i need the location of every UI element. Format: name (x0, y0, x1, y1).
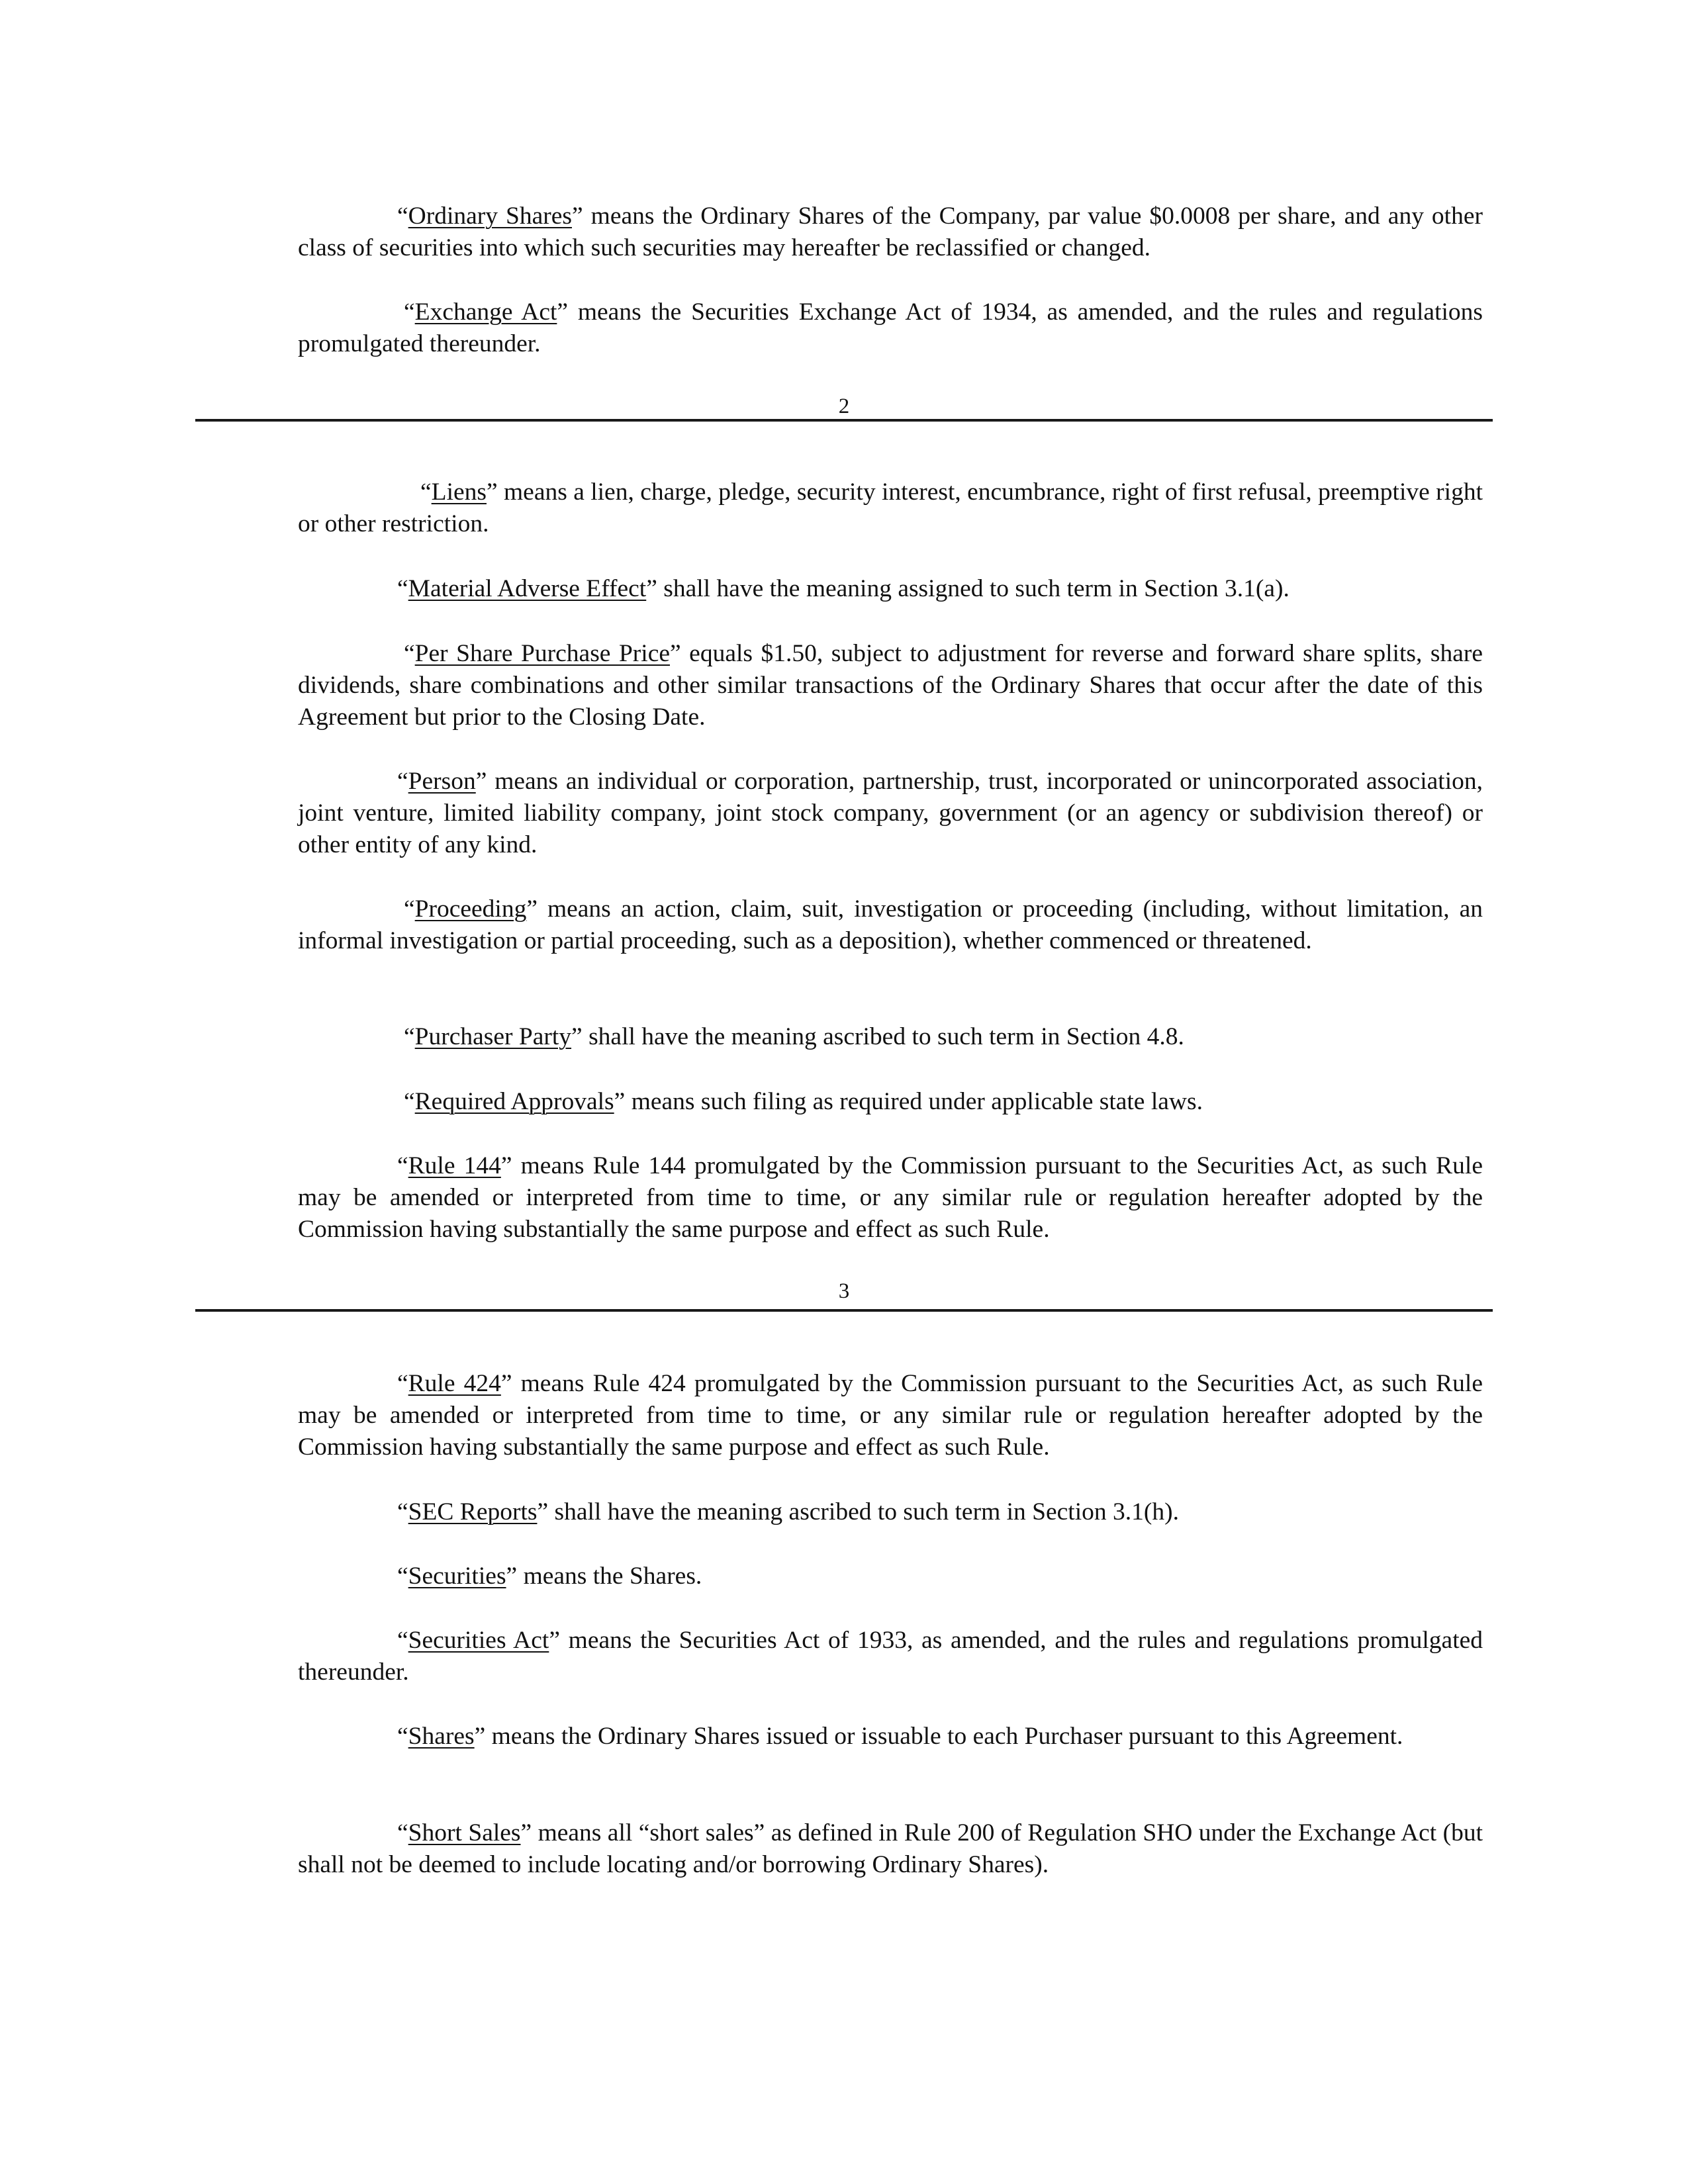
definition-text: means the Ordinary Shares issued or issuable to each Purchaser pursuant to this Agreement. (485, 1723, 1403, 1750)
open-quote: “ (420, 478, 432, 506)
open-quote: “ (404, 1088, 415, 1115)
open-quote: “ (397, 1498, 408, 1525)
open-quote: “ (404, 640, 415, 667)
definition-liens (298, 477, 1483, 540)
definition-securities-act (298, 1625, 1483, 1688)
close-quote: ” (474, 1723, 486, 1750)
defined-term: Securities Act (408, 1627, 549, 1654)
page-number: 2 (838, 394, 850, 418)
definition-sec-reports (298, 1496, 1483, 1528)
definition-text: shall have the meaning assigned to such term in Section 3.1(a). (657, 575, 1289, 602)
defined-term: Rule 424 (408, 1370, 501, 1397)
definition-short-sales (298, 1817, 1483, 1881)
close-quote: ” (520, 1819, 532, 1846)
page-divider (195, 419, 1493, 422)
close-quote: ” (475, 768, 487, 795)
defined-term: Exchange Act (414, 298, 557, 326)
defined-term: Purchaser Party (414, 1023, 572, 1050)
defined-term: Securities (408, 1563, 506, 1590)
definition-person (298, 766, 1483, 861)
definition-securities (298, 1561, 1483, 1592)
defined-term: Short Sales (408, 1819, 521, 1846)
defined-term: Proceeding (414, 895, 527, 923)
definition-text: means Rule 144 promulgated by the Commission pursuant to the Securities Act, as such Rule may be amended or interpreted from time to time, or any similar rule or regulation hereafter adopted by the Commission having substantially the same purpose and effect as such Rule. (298, 1152, 1483, 1243)
close-quote: ” (549, 1627, 560, 1654)
defined-term: Ordinary Shares (408, 203, 572, 230)
open-quote: “ (404, 1023, 415, 1050)
definition-purchaser-party (298, 1021, 1483, 1053)
open-quote: “ (397, 1723, 408, 1750)
definition-text: means the Securities Exchange Act of 1934, as amended, and the rules and regulations promulgated thereunder. (298, 298, 1483, 357)
definition-text: shall have the meaning ascribed to such term in Section 3.1(h). (548, 1498, 1179, 1525)
definition-rule-144 (298, 1150, 1483, 1246)
close-quote: ” (537, 1498, 549, 1525)
open-quote: “ (404, 298, 415, 326)
open-quote: “ (397, 1627, 408, 1654)
close-quote: ” (646, 575, 657, 602)
definition-text: means an individual or corporation, partnership, trust, incorporated or unincorporated association, joint venture, limited liability company, joint stock company, government (or an agency or subdivision thereof) or other entity of any kind. (298, 768, 1483, 858)
definition-proceeding (298, 893, 1483, 957)
open-quote: “ (397, 203, 408, 230)
definition-shares (298, 1721, 1483, 1752)
defined-term: Material Adverse Effect (408, 575, 647, 602)
defined-term: Per Share Purchase Price (414, 640, 670, 667)
definition-text: means the Ordinary Shares of the Company, par value $0.0008 per share, and any other class of securities into which such securities may hereafter be reclassified or changed. (298, 203, 1483, 261)
close-quote: ” (526, 895, 538, 923)
close-quote: ” (500, 1152, 512, 1179)
definition-text: equals $1.50, subject to adjustment for reverse and forward share splits, share dividends, share combinations and other similar transactions of the Ordinary Shares that occur after the date of this Agreement but prior to the Closing Date. (298, 640, 1483, 731)
page-divider (195, 1309, 1493, 1312)
page-number: 3 (838, 1279, 850, 1303)
open-quote: “ (397, 1370, 408, 1397)
definition-text: means the Securities Act of 1933, as amended, and the rules and regulations promulgated thereunder. (298, 1627, 1483, 1686)
open-quote: “ (397, 575, 408, 602)
close-quote: ” (670, 640, 681, 667)
open-quote: “ (397, 1152, 408, 1179)
open-quote: “ (397, 1819, 408, 1846)
definition-material-adverse-effect (298, 573, 1483, 605)
definition-rule-424 (298, 1368, 1483, 1463)
open-quote: “ (404, 895, 415, 923)
definition-ordinary-shares (298, 201, 1483, 264)
definition-text: shall have the meaning ascribed to such term in Section 4.8. (582, 1023, 1184, 1050)
definition-per-share-purchase-price (298, 638, 1483, 733)
close-quote: ” (500, 1370, 512, 1397)
definition-text: means a lien, charge, pledge, security interest, encumbrance, right of first refusal, preemptive right or other restriction. (298, 478, 1483, 537)
defined-term: SEC Reports (408, 1498, 538, 1525)
definition-exchange-act (298, 296, 1483, 360)
defined-term: Liens (431, 478, 487, 506)
close-quote: ” (557, 298, 569, 326)
definition-required-approvals (298, 1086, 1483, 1118)
definition-text: means such filing as required under applicable state laws. (625, 1088, 1203, 1115)
definition-text: means all “short sales” as defined in Rule 200 of Regulation SHO under the Exchange Act (but shall not be deemed to include locating and/or borrowing Ordinary Shares). (298, 1819, 1483, 1878)
defined-term: Rule 144 (408, 1152, 501, 1179)
close-quote: ” (506, 1563, 518, 1590)
open-quote: “ (397, 1563, 408, 1590)
defined-term: Shares (408, 1723, 475, 1750)
defined-term: Person (408, 768, 476, 795)
open-quote: “ (397, 768, 408, 795)
close-quote: ” (572, 203, 583, 230)
close-quote: ” (571, 1023, 583, 1050)
close-quote: ” (486, 478, 498, 506)
close-quote: ” (614, 1088, 626, 1115)
definition-text: means an action, claim, suit, investigation or proceeding (including, without limitation, an informal investigation or partial proceeding, such as a deposition), whether commenced or threatened. (298, 895, 1483, 954)
definition-text: means Rule 424 promulgated by the Commission pursuant to the Securities Act, as such Rule may be amended or interpreted from time to time, or any similar rule or regulation hereafter adopted by the Commission having substantially the same purpose and effect as such Rule. (298, 1370, 1483, 1461)
defined-term: Required Approvals (414, 1088, 614, 1115)
definition-text: means the Shares. (517, 1563, 702, 1590)
